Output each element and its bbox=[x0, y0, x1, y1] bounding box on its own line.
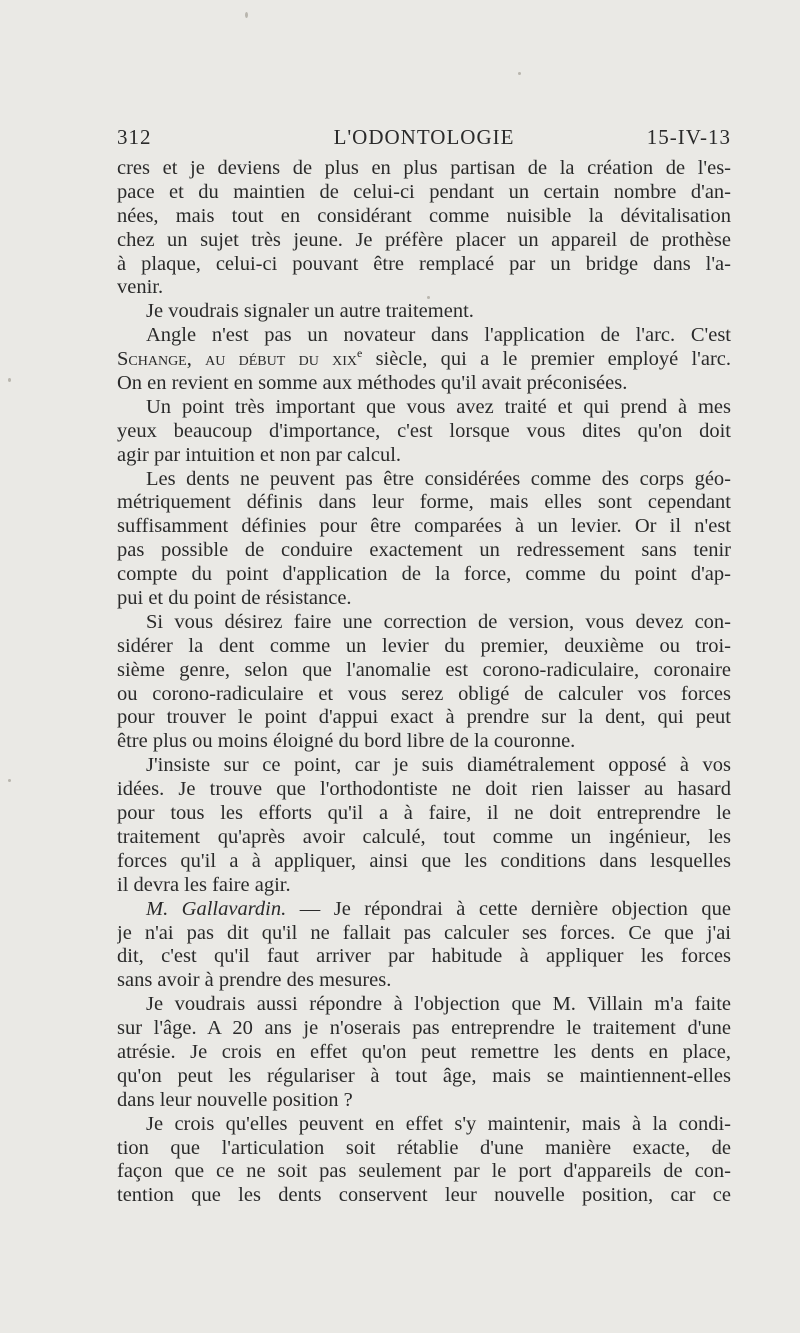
paper-speck bbox=[518, 72, 521, 75]
speaker-name: M. Gallavardin. bbox=[146, 897, 287, 920]
text-line: il devra les faire agir. bbox=[117, 873, 291, 896]
text-line: idées. Je trouve que l'orthodontiste ne doit rien laisser au hasard bbox=[117, 778, 731, 801]
text-line: pour tous les efforts qu'il a à faire, il ne doit entreprendre le bbox=[117, 802, 731, 825]
text-line: forces qu'il a à appliquer, ainsi que les conditions dans lesquelles bbox=[117, 849, 731, 872]
paper-speck bbox=[8, 378, 11, 382]
text-line: sur l'âge. A 20 ans je n'oserais pas entreprendre le traitement d'une bbox=[117, 1017, 731, 1040]
text-line: façon que ce ne soit pas seulement par le port d'appareils de con- bbox=[117, 1160, 731, 1183]
text-line: dit, c'est qu'il faut arriver par habitude à appliquer les forces bbox=[117, 945, 731, 968]
text-line: pace et du maintien de celui-ci pendant un certain nombre d'an- bbox=[117, 180, 731, 203]
text-line: atrésie. Je crois en effet qu'on peut remettre les dents en place, bbox=[117, 1040, 731, 1063]
text-line: Je voudrais aussi répondre à l'objection que M. Villain m'a faite bbox=[146, 993, 731, 1016]
superscript: e bbox=[356, 348, 363, 361]
running-header bbox=[117, 125, 731, 155]
text-line: ou corono-radiculaire et vous serez obligé de calculer vos forces bbox=[117, 682, 731, 705]
text-line: On en revient en somme aux méthodes qu'il avait préconisées. bbox=[117, 372, 628, 395]
text-line: sans avoir à prendre des mesures. bbox=[117, 969, 392, 992]
text-line: qu'on peut les régulariser à tout âge, mais se maintiennent-elles bbox=[117, 1064, 731, 1087]
text-line: chez un sujet très jeune. Je préfère placer un appareil de prothèse bbox=[117, 228, 731, 251]
text-line: yeux beaucoup d'importance, c'est lorsque vous dites qu'on doit bbox=[117, 419, 731, 442]
text-line: métriquement définis dans leur forme, mais elles sont cependant bbox=[117, 491, 731, 514]
page-number: 312 bbox=[117, 125, 152, 149]
text-line bbox=[117, 898, 731, 922]
text-line: Angle n'est pas un novateur dans l'application de l'arc. C'est bbox=[146, 324, 731, 347]
text-line: cres et je deviens de plus en plus partisan de la création de l'es- bbox=[117, 157, 731, 179]
text-line: Les dents ne peuvent pas être considérées comme des corps géo- bbox=[146, 467, 731, 490]
text-line: Un point très important que vous avez traité et qui prend à mes bbox=[146, 395, 731, 418]
text-line: tention que les dents conservent leur nouvelle position, car ce bbox=[117, 1184, 731, 1207]
text-fragment: siècle, qui a le premier employé l'arc. bbox=[362, 348, 731, 371]
text-line: J'insiste sur ce point, car je suis diamétralement opposé à vos bbox=[146, 754, 731, 777]
paper-speck bbox=[8, 779, 11, 782]
text-line: sidérer la dent comme un levier du premier, deuxième ou troi- bbox=[117, 634, 731, 657]
text-line: compte du point d'application de la force, comme du point d'ap- bbox=[117, 563, 731, 586]
text-line: nées, mais tout en considérant comme nuisible la dévitalisation bbox=[117, 204, 731, 227]
text-fragment: — Je répondrai à cette dernière objection que bbox=[286, 897, 731, 920]
text-line: venir. bbox=[117, 276, 164, 299]
text-line: pour trouver le point d'appui exact à prendre sur la dent, qui peut bbox=[117, 706, 731, 729]
journal-title: L'ODONTOLOGIE bbox=[333, 125, 515, 149]
text-line: pui et du point de résistance. bbox=[117, 587, 352, 610]
text-line: tion que l'articulation soit rétablie d'une manière exacte, de bbox=[117, 1136, 731, 1159]
body-text bbox=[117, 157, 731, 1208]
text-fragment: Schange, au début du xix bbox=[117, 348, 357, 371]
text-line: Je voudrais signaler un autre traitement. bbox=[146, 300, 474, 323]
issue-date: 15-IV-13 bbox=[646, 125, 731, 149]
text-line: pas possible de conduire exactement un redressement sans tenir bbox=[117, 539, 731, 562]
text-line: suffisamment définies pour être comparées à un levier. Or il n'est bbox=[117, 515, 731, 538]
text-line: agir par intuition et non par calcul. bbox=[117, 443, 402, 466]
paper-speck bbox=[245, 12, 248, 18]
text-line: je n'ai pas dit qu'il ne fallait pas calculer ses forces. Ce que j'ai bbox=[117, 921, 731, 944]
text-line: être plus ou moins éloigné du bord libre de la couronne. bbox=[117, 730, 576, 753]
text-line bbox=[117, 348, 731, 372]
text-line: sième genre, selon que l'anomalie est corono-radiculaire, coronaire bbox=[117, 658, 731, 681]
text-line: Si vous désirez faire une correction de version, vous devez con- bbox=[146, 610, 731, 633]
text-line: traitement qu'après avoir calculé, tout comme un ingénieur, les bbox=[117, 825, 731, 848]
text-line: à plaque, celui-ci pouvant être remplacé par un bridge dans l'a- bbox=[117, 252, 731, 275]
text-line: Je crois qu'elles peuvent en effet s'y maintenir, mais à la condi- bbox=[146, 1112, 731, 1135]
text-line: dans leur nouvelle position ? bbox=[117, 1088, 353, 1111]
